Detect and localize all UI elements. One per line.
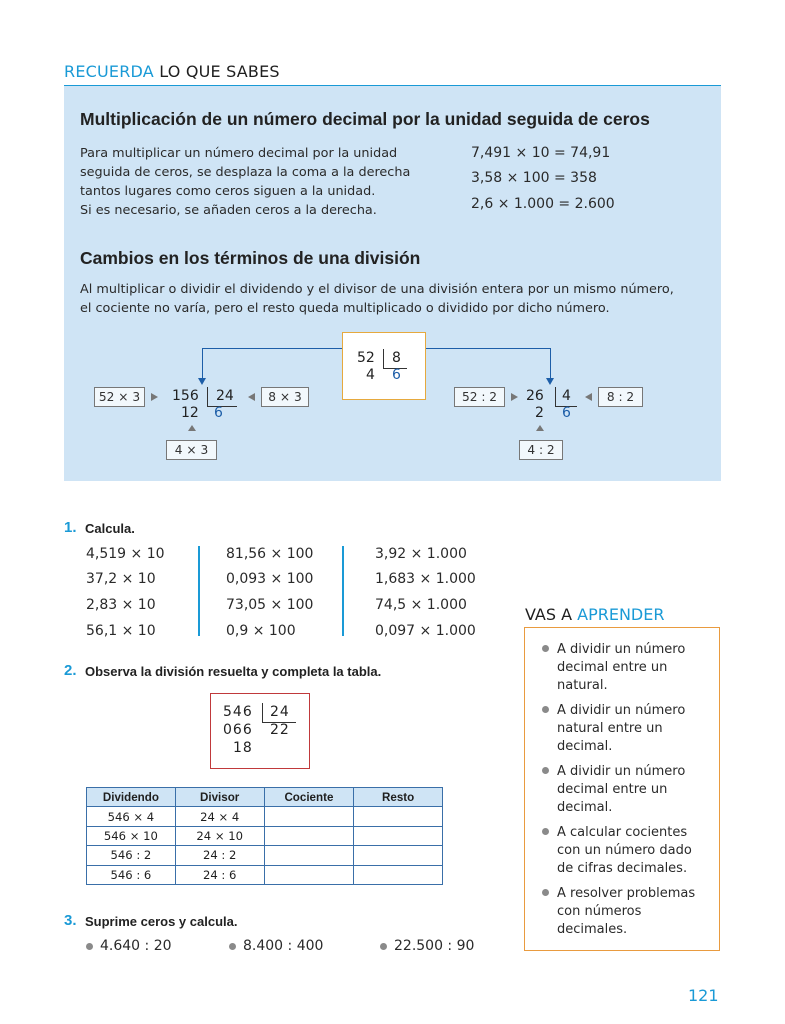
cell-resto[interactable] [354,865,443,884]
section1-line: Para multiplicar un número decimal por la unidad [80,146,398,161]
exercise-title: Observa la división resuelta y completa la tabla. [85,664,382,679]
arrow-left-icon [248,393,255,401]
arrow-down-icon [198,378,206,385]
solved-dividend: 546 [223,704,253,720]
column-separator [342,546,344,636]
calc-item: 37,2 × 10 [86,571,156,587]
vas-item-line: natural entre un [557,721,663,736]
example-equation: 3,58 × 100 = 358 [471,170,597,186]
center-division-box [342,332,426,400]
calc-item: 81,56 × 100 [226,546,314,562]
op-dividend-box: 52 : 2 [454,387,505,407]
solved-quotient: 22 [270,722,290,738]
right-remainder: 2 [535,405,544,421]
connector-left-h [202,348,342,349]
left-dividend: 156 [172,388,199,404]
vas-item [557,824,717,878]
connector-left-v [202,348,203,378]
vas-item-line: decimal. [557,739,613,754]
bullet-icon [380,943,387,950]
calc-item: 1,683 × 1.000 [375,571,476,587]
table-row [87,807,443,826]
cell-dividendo: 546 : 6 [87,865,176,884]
arrow-left-icon [585,393,592,401]
section1-paragraph [80,144,450,220]
right-divisor: 4 [562,388,571,404]
op-remainder-box: 4 : 2 [519,440,563,460]
vas-item [557,885,717,939]
example-equation: 7,491 × 10 = 74,91 [471,145,611,161]
section1-line: Si es necesario, se añaden ceros a la derecha. [80,203,377,218]
vas-item-line: A calcular cocientes [557,825,688,840]
cell-dividendo: 546 × 10 [87,826,176,845]
page-number: 121 [688,986,719,1005]
header-rest: LO QUE SABES [153,62,280,81]
section2-line: Al multiplicar o dividir el dividendo y el divisor de una división entera por un mismo número, [80,282,674,297]
exercise-number: 2. [64,662,77,679]
vas-item-line: A resolver problemas [557,886,696,901]
calc-item: 0,097 × 1.000 [375,623,476,639]
op-divisor-box: 8 : 2 [598,387,643,407]
exercise3-item: 22.500 : 90 [394,938,475,954]
solved-partial: 066 [223,722,253,738]
calc-item: 4,519 × 10 [86,546,165,562]
center-quotient: 6 [392,367,401,383]
connector-right-v [550,348,551,378]
vas-item-line: decimal. [557,800,613,815]
header-highlight: RECUERDA [64,62,154,81]
cell-cociente[interactable] [264,807,354,826]
cell-divisor: 24 × 10 [175,826,264,845]
left-quotient: 6 [214,405,223,421]
calc-item: 0,093 × 100 [226,571,314,587]
solved-divisor: 24 [270,704,290,720]
example-equation: 2,6 × 1.000 = 2.600 [471,196,615,212]
table-header-row [87,788,443,807]
cell-cociente[interactable] [264,865,354,884]
vas-item-line: A dividir un número [557,642,686,657]
cell-divisor: 24 : 6 [175,865,264,884]
center-remainder: 4 [366,367,375,383]
arrow-down-icon [546,378,554,385]
arrow-right-icon [151,393,158,401]
calc-item: 3,92 × 1.000 [375,546,467,562]
arrow-up-icon [536,425,544,431]
exercise-title: Suprime ceros y calcula. [85,914,238,929]
calc-item: 74,5 × 1.000 [375,597,467,613]
cell-dividendo: 546 × 4 [87,807,176,826]
bullet-icon [542,706,549,713]
cell-cociente[interactable] [264,846,354,865]
page-header-title [64,62,280,81]
header-divisor: Divisor [175,788,264,807]
bullet-icon [229,943,236,950]
division-table [86,787,443,885]
center-dividend: 52 [357,350,375,366]
exercise-number: 3. [64,912,77,929]
vas-item-line: natural. [557,678,608,693]
vas-item-line: A dividir un número [557,764,686,779]
calc-item: 2,83 × 10 [86,597,156,613]
bullet-icon [542,828,549,835]
vas-aprender-title [525,605,664,624]
arrow-right-icon [511,393,518,401]
cell-resto[interactable] [354,807,443,826]
division-bar [383,349,384,369]
vas-item [557,641,717,695]
vas-item-line: decimal entre un [557,782,668,797]
cell-resto[interactable] [354,826,443,845]
table-row [87,865,443,884]
header-resto: Resto [354,788,443,807]
left-divisor: 24 [216,388,234,404]
section1-title: Multiplicación de un número decimal por la unidad seguida de ceros [80,109,650,129]
vas-item-line: de cifras decimales. [557,861,688,876]
exercise-title: Calcula. [85,521,135,536]
section1-line: seguida de ceros, se desplaza la coma a la derecha [80,165,411,180]
table-row [87,846,443,865]
cell-divisor: 24 : 2 [175,846,264,865]
section2-paragraph [80,280,700,318]
calc-item: 0,9 × 100 [226,623,296,639]
section2-title: Cambios en los términos de una división [80,248,421,268]
right-quotient: 6 [562,405,571,421]
vas-title-highlight: APRENDER [577,605,665,624]
division-bar [262,703,263,723]
connector-right-h [426,348,551,349]
vas-title-rest: VAS A [525,605,578,624]
arrow-up-icon [188,425,196,431]
bullet-icon [542,767,549,774]
header-cociente: Cociente [264,788,354,807]
solved-remainder: 18 [233,740,253,756]
section2-line: el cociente no varía, pero el resto queda multiplicado o dividido por dicho número. [80,301,610,316]
table-row [87,826,443,845]
division-bar [207,387,208,407]
cell-divisor: 24 × 4 [175,807,264,826]
right-dividend: 26 [526,388,544,404]
cell-resto[interactable] [354,846,443,865]
bullet-icon [542,889,549,896]
bullet-icon [86,943,93,950]
calc-item: 56,1 × 10 [86,623,156,639]
column-separator [198,546,200,636]
op-remainder-box: 4 × 3 [166,440,217,460]
vas-item-line: A dividir un número [557,703,686,718]
cell-dividendo: 546 : 2 [87,846,176,865]
section1-line: tantos lugares como ceros siguen a la unidad. [80,184,376,199]
op-dividend-box: 52 × 3 [94,387,145,407]
op-divisor-box: 8 × 3 [261,387,309,407]
center-divisor: 8 [392,350,401,366]
vas-item [557,763,717,817]
division-bar [555,387,556,407]
calc-item: 73,05 × 100 [226,597,314,613]
vas-item-line: con un número dado [557,843,692,858]
vas-item-line: decimales. [557,922,628,937]
exercise3-item: 4.640 : 20 [100,938,172,954]
cell-cociente[interactable] [264,826,354,845]
header-dividendo: Dividendo [87,788,176,807]
bullet-icon [542,645,549,652]
vas-item-line: con números [557,904,642,919]
vas-item [557,702,717,756]
vas-item-line: decimal entre un [557,660,668,675]
exercise3-item: 8.400 : 400 [243,938,324,954]
left-remainder: 12 [181,405,199,421]
exercise-number: 1. [64,519,77,536]
